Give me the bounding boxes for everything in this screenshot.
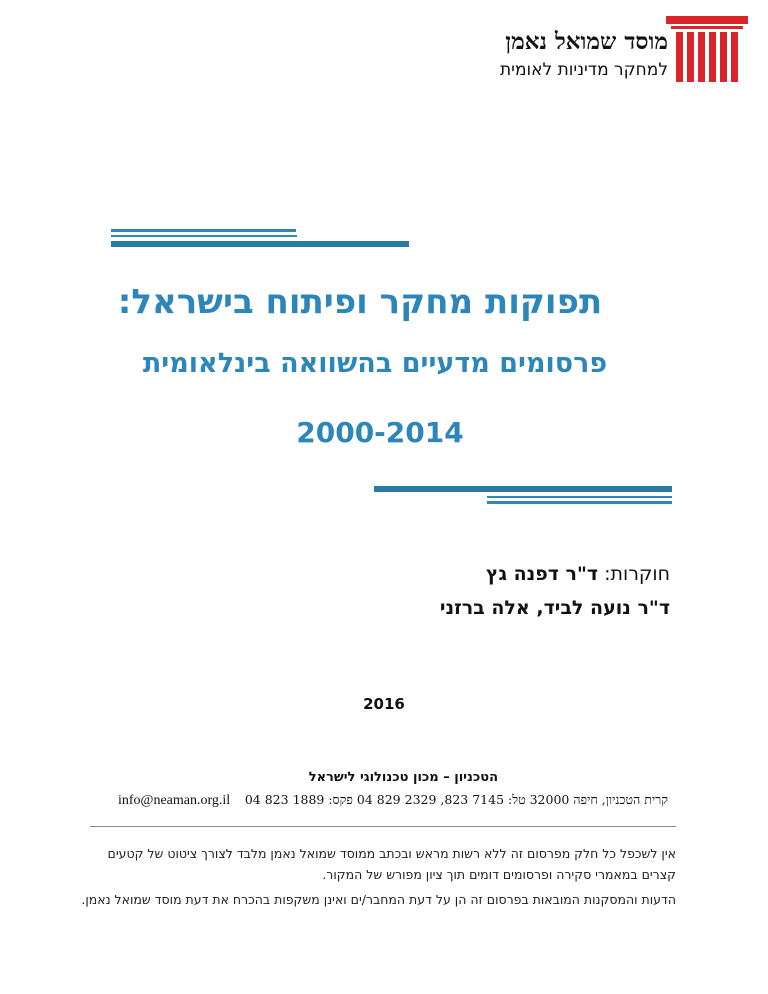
- logo-subtitle: למחקר מדיניות לאומית: [500, 60, 668, 80]
- decorative-line: [374, 486, 672, 492]
- other-researchers: ד"ר נועה לביד, אלה ברזני: [439, 597, 670, 619]
- decorative-line: [111, 229, 296, 232]
- decorative-line: [111, 235, 297, 237]
- footer-divider: [90, 826, 676, 827]
- disclaimer: הדעות והמסקנות המובאות בפרסום זה הן על דעת המחבר/ים ואינן משקפות בהכרח את דעת מוסד שמואל נאמן.: [81, 892, 676, 907]
- contact-email: info@neaman.org.il: [118, 793, 231, 808]
- pillar-icon: [666, 16, 748, 82]
- publication-year: 2016: [363, 695, 405, 713]
- institute-logo: [440, 14, 752, 84]
- technion-contact: קרית הטכניון, חיפה 32000 טל: 7145 823, 2329 829 04 פקס: 1889 823 04: [244, 792, 668, 807]
- lead-researcher: ד"ר דפנה גץ: [485, 563, 599, 585]
- decorative-line: [111, 241, 409, 247]
- copyright-notice-line2: קצרים במאמרי סקירה ופרסומים דומים תוך ציון מפורש של המקור.: [322, 867, 676, 882]
- title-years: 2000-2014: [296, 416, 464, 449]
- decorative-line: [487, 496, 672, 498]
- researchers-line: [486, 563, 670, 585]
- copyright-notice-line1: אין לשכפל כל חלק מפרסום זה ללא רשות מראש ובכתב ממוסד שמואל נאמן מלבד לצורך ציטוט של קטעים: [107, 846, 676, 861]
- logo-name: מוסד שמואל נאמן: [505, 28, 668, 55]
- page-title: תפוקות מחקר ופיתוח בישראל:: [117, 282, 603, 322]
- researchers-label: חוקרות:: [604, 563, 670, 585]
- page-subtitle: פרסומים מדעיים בהשוואה בינלאומית: [142, 348, 608, 379]
- decorative-line: [487, 501, 672, 504]
- technion-name: הטכניון – מכון טכנולוגי לישראל: [308, 770, 498, 785]
